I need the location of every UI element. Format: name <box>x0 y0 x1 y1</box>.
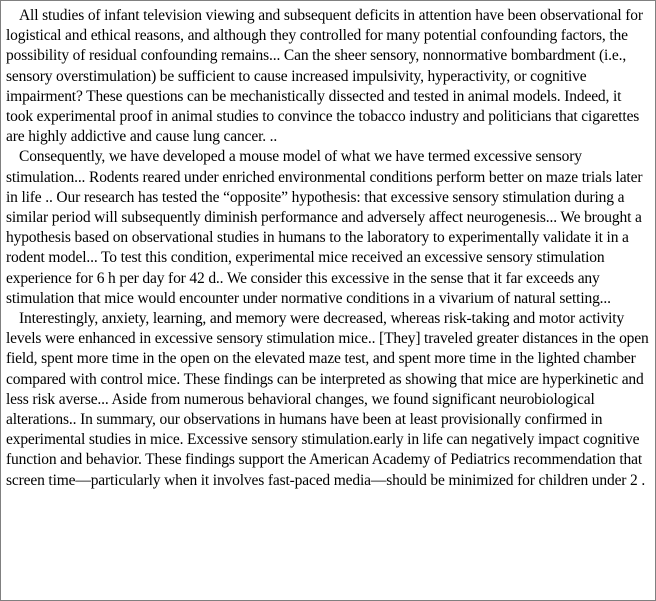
paragraph-2: Consequently, we have developed a mouse model of what we have termed excessive sensory stimulation... Rodents reared under enriched environmental conditions perform better on maze trials later in life .. Our research has tested the “opposite” hypothesis: that excessive sensory stimulation during a similar period will subsequently diminish performance and adversely affect neurogenesis... We brought a hypothesis based on observational studies in humans to the laboratory to experimentally validate it in a rodent model... To test this condition, experimental mice received an excessive sensory stimulation experience for 6 h per day for 42 d.. We consider this excessive in the sense that it far exceeds any stimulation that mice would encounter under normative conditions in a vivarium of natural setting... <box>6 148 643 307</box>
paragraph-1: All studies of infant television viewing and subsequent deficits in attention have been observational for logistical and ethical reasons, and although they controlled for many potential confounding factors, the possibility of residual confounding remains... Can the sheer sensory, nonnormative bombardment (i.e., sensory overstimulation) be sufficient to cause increased impulsivity, hyperactivity, or cognitive impairment? These questions can be mechanistically dissected and tested in animal models. Indeed, it took experimental proof in animal studies to convince the tobacco industry and politicians that cigarettes are highly addictive and cause lung cancer. .. <box>6 7 643 146</box>
paragraph-3: Interestingly, anxiety, learning, and memory were decreased, whereas risk-taking and motor activity levels were enhanced in excessive sensory stimulation mice.. [They] traveled greater distances in the open field, spent more time in the open on the elevated maze test, and spent more time in the lighted chamber compared with control mice. These findings can be interpreted as showing that mice are hyperkinetic and less risk averse... Aside from numerous behavioral changes, we found significant neurobiological alterations.. In summary, our observations in humans have been at least provisionally confirmed in experimental studies in mice. Excessive sensory stimulation.early in life can negatively impact cognitive function and behavior. These findings support the American Academy of Pediatrics recommendation that screen time—particularly when it involves fast-paced media—should be minimized for children under 2 . <box>6 310 649 489</box>
document-body <box>6 6 651 491</box>
